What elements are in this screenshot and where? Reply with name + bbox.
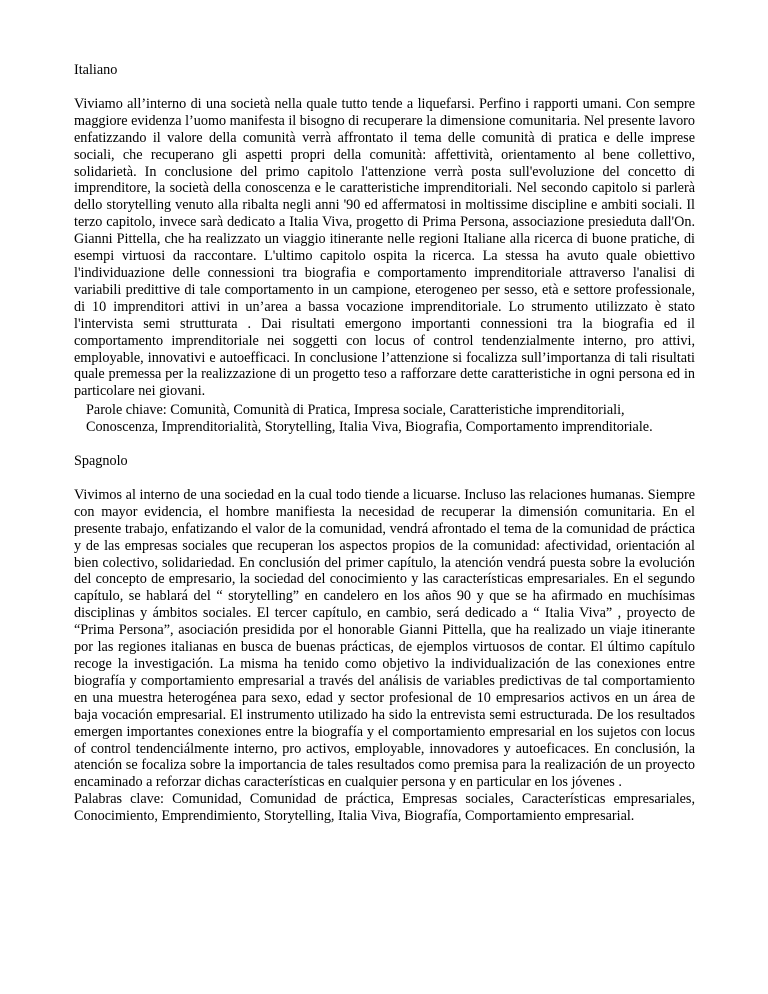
spanish-abstract: Vivimos al interno de una sociedad en la cual todo tiende a licuarse. Incluso las relaciones humanas. Siempre con mayor evidencia, el hombre manifiesta la necesidad de recuperar la dimensión comunitaria. En el presente trabajo, enfatizando el valor de la comunidad, vendrá afrontado el tema de la comunidad de práctica y de las empresas sociales que recuperan los aspectos propios de la comunidad: afectividad, orientación al bien colectivo, solidariedad. En conclusión del primer capítulo, la atención vendrá puesta sobre la evolución del concepto de empresario, la sociedad del conocimiento y las características empresariales. En el segundo capítulo, se hablará del “ storytelling” en candelero en los años 90 y que se ha afirmado en muchísimas disciplinas y ámbitos sociales. El tercer capítulo, en cambio, será dedicado a “ Italia Viva” , proyecto de “Prima Persona”, asociación presidida por el honorable Gianni Pittella, que ha realizado un viaje itinerante por las regiones italianas en busca de buenas prácticas, de ejemplos virtuosos de contar. El último capítulo recoge la investigación. La misma ha tenido como objetivo la individualización de las conexiones entre biografía y comportamiento empresarial a través del análisis de variables predictivas de tal comportamiento en una muestra heterogénea para sexo, edad y sector profesional de 10 empresarios activos en un área de baja vocación empresarial. El instrumento utilizado ha sido la entrevista semi estructurada. De los resultados emergen importantes conexiones entre la biografía y el comportamiento empresarial en los sujetos con locus of control tendenciálmente interno, pro activos, employable, innovadores y autoeficaces. En conclusión, la atención se focaliza sobre la importancia de tales resultados como premisa para la realización de un proyecto encaminado a reforzar dichas características en cualquier persona y en particular en los jóvenes . [74, 486, 695, 791]
spanish-heading: Spagnolo [74, 453, 128, 470]
italian-heading: Italiano [74, 62, 118, 78]
spanish-keywords: Palabras clave: Comunidad, Comunidad de práctica, Empresas sociales, Características empresariales, Conocimiento, Emprendimiento, Storytelling, Italia Viva, Biografía, Comportamiento empresarial. [74, 791, 695, 825]
document-page [74, 62, 695, 825]
italian-abstract: Viviamo all’interno di una società nella quale tutto tende a liquefarsi. Perfino i rapporti umani. Con sempre maggiore evidenza l’uomo manifesta il bisogno di recuperare la dimensione comunitaria. Nel presente lavoro enfatizzando il valore della comunità verrà affrontato il tema delle comunità di pratica e delle imprese sociali, che recuperano gli aspetti propri della comunità: affettività, orientamento al bene collettivo, solidarietà. In conclusione del primo capitolo l'attenzione verrà posta sull'evoluzione del concetto di imprenditore, la società della conoscenza e le caratteristiche imprenditoriali. Nel secondo capitolo si parlerà dello storytelling venuto alla ribalta negli anni '90 ed affermatosi in moltissime discipline e ambiti sociali. Il terzo capitolo, invece sarà dedicato a Italia Viva, progetto di Prima Persona, associazione presieduta dall'On. Gianni Pittella, che ha realizzato un viaggio itinerante nelle regioni Italiane alla ricerca di buone pratiche, di esempi virtuosi da raccontare. L'ultimo capitolo ospita la ricerca. La stessa ha avuto quale obiettivo l'individuazione delle connessioni tra biografia e comportamento imprenditoriale attraverso l'analisi di variabili predittive di tale comportamento in un campione, eterogeneo per sesso, età e settore professionale, di 10 imprenditori attivi in un’area a bassa vocazione imprenditoriale. Lo strumento utilizzato è stato l'intervista semi strutturata . Dai risultati emergono importanti connessioni tra la biografia ed il comportamento imprenditoriale nei soggetti con locus of control tendenzialmente interno, pro attivi, employable, innovativi e autoefficaci. In conclusione l’attenzione si focalizza sull’importanza di tali risultati quale premessa per la realizzazione di un progetto teso a rafforzare dette caratteristiche in ogni persona ed in particolare nei giovani. [74, 95, 695, 400]
italian-keywords: Parole chiave: Comunità, Comunità di Pratica, Impresa sociale, Caratteristiche imprenditoriali, Conoscenza, Imprenditorialità, Storytelling, Italia Viva, Biografia, Comportamento imprenditoriale. [86, 402, 653, 436]
section-gap [74, 436, 695, 453]
